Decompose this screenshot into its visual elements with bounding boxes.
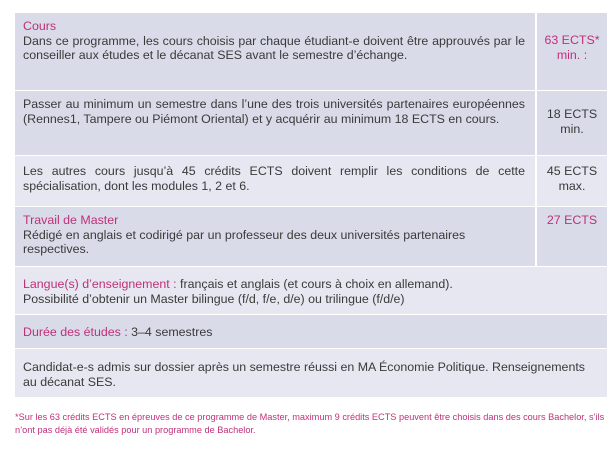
exchange-text: Passer au minimum un semestre dans l’une des trois universités partenaires européennes (Rennes1, Tampere ou Piémont Oriental) et y acquérir au minimum 18 ECTS en cours. — [23, 97, 525, 126]
duration-row — [15, 315, 607, 349]
footnote: *Sur les 63 crédits ECTS en épreuves de ce programme de Master, maximum 9 crédits ECTS peuvent être choisis dans des cours Bachelor, s’ils n’ont pas déjà été validés pour un programme de Bachelor. — [15, 412, 605, 435]
courses-row — [15, 13, 607, 91]
other-courses-text: Les autres cours jusqu’à 45 crédits ECTS doivent remplir les conditions de cette spécialisation, dont les modules 1, 2 et 6. — [23, 164, 525, 193]
language-row — [15, 267, 607, 315]
language-line2: Possibilité d’obtenir un Master bilingue (f/d, f/e, d/e) ou trilingue (f/d/e) — [23, 291, 405, 306]
courses-text: Dans ce programme, les cours choisis par chaque étudiant-e doivent être approuvés par le conseiller aux études et le décanat SES avant le semestre d’échange. — [23, 33, 525, 63]
language-label: Langue(s) d’enseignement : — [23, 277, 177, 291]
exchange-credits: 18 ECTS min. — [535, 91, 607, 155]
duration-text: 3–4 semestres — [127, 325, 213, 339]
program-table — [15, 13, 607, 398]
admission-row — [15, 349, 607, 398]
courses-title: Cours — [23, 19, 57, 33]
exchange-row — [15, 91, 607, 156]
language-text: français et anglais (et cours à choix en allemand). — [176, 277, 453, 291]
courses-credits: 63 ECTS* min. : — [535, 13, 607, 90]
duration-label: Durée des études : — [23, 325, 128, 339]
other-courses-row — [15, 156, 607, 207]
other-courses-credits: 45 ECTS max. — [535, 156, 607, 206]
thesis-title: Travail de Master — [23, 213, 119, 227]
admission-text: Candidat-e-s admis sur dossier après un semestre réussi en MA Économie Politique. Renseignements au décanat SES. — [23, 360, 585, 389]
thesis-text: Rédigé en anglais et codirigé par un professeur des deux universités partenaires respectives. — [23, 227, 466, 257]
thesis-row — [15, 207, 607, 267]
thesis-credits: 27 ECTS — [535, 207, 607, 266]
